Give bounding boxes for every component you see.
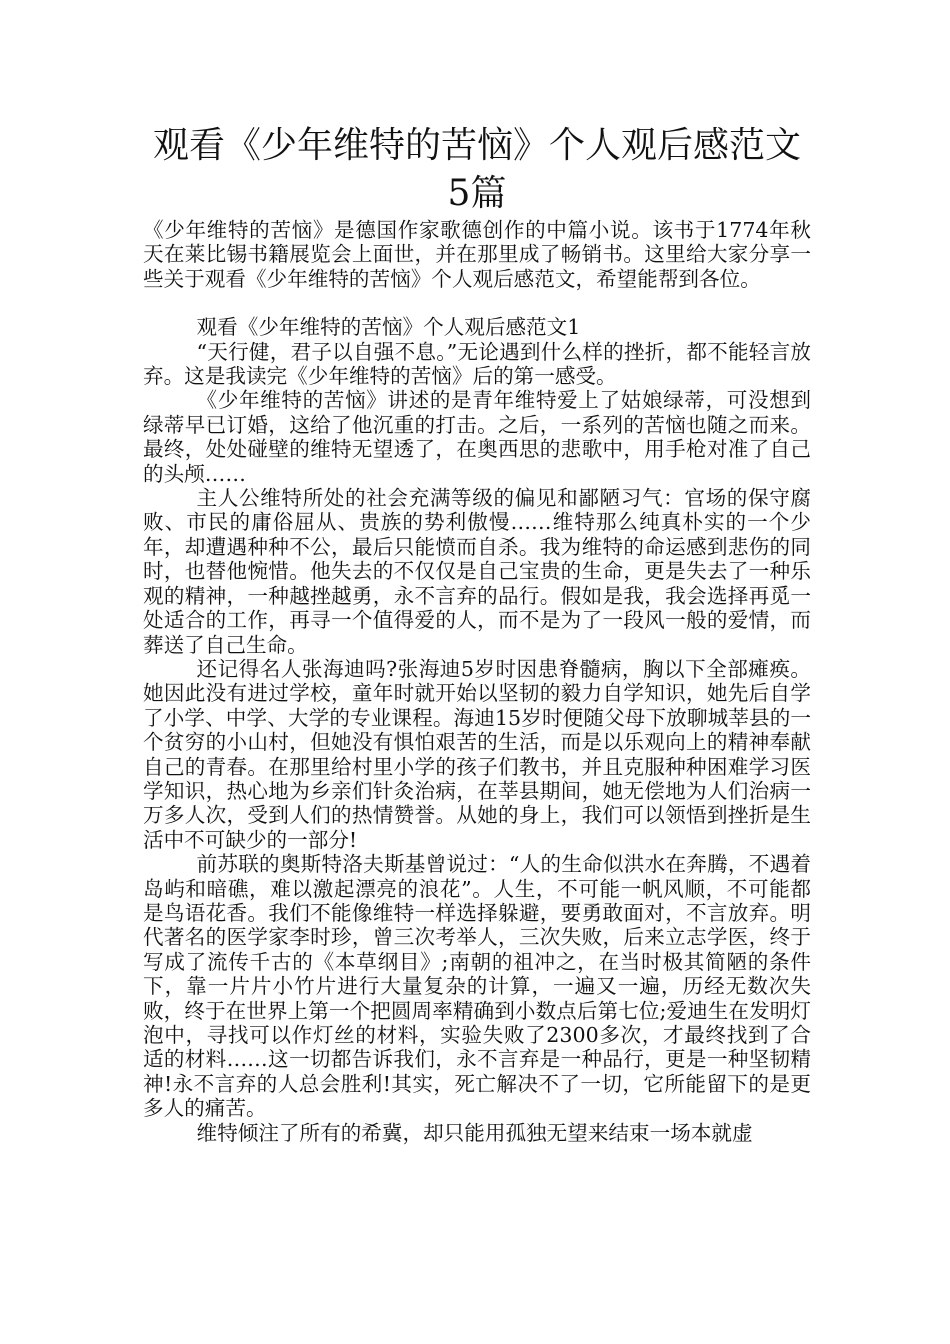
section-heading: 观看《少年维特的苦恼》个人观后感范文1 [196,315,581,340]
intro-paragraph: 《少年维特的苦恼》是德国作家歌德创作的中篇小说。该书于1774年秋天在莱比锡书籍展览会上面世，并在那里成了畅销书。这里给大家分享一些关于观看《少年维特的苦恼》个人观后感范文，希望能帮到各位。 [143,218,811,291]
body-paragraph: 《少年维特的苦恼》讲述的是青年维特爱上了姑娘绿蒂，可没想到绿蒂早已订婚，这给了他沉重的打击。之后，一系列的苦恼也随之而来。最终，处处碰壁的维特无望透了，在奥西思的悲歌中，用手枪对准了自己的头颅…… [143,388,811,486]
body-paragraph: 维特倾注了所有的希冀，却只能用孤独无望来结束一场本就虚 [196,1120,753,1145]
body-paragraph: 还记得名人张海迪吗?张海迪5岁时因患脊髓病，胸以下全部瘫痪。她因此没有进过学校，童年时就开始以坚韧的毅力自学知识，她先后自学了小学、中学、大学的专业课程。海迪15岁时便随父母下放聊城莘县的一个贫穷的小山村，但她没有惧怕艰苦的生活，而是以乐观向上的精神奉献自己的青春。在那里给村里小学的孩子们教书，并且克服种种困难学习医学知识，热心地为乡亲们针灸治病，在莘县期间，她无偿地为人们治病一万多人次，受到人们的热情赞誉。从她的身上，我们可以领悟到挫折是生活中不可缺少的一部分! [143,656,811,852]
body-paragraph: 前苏联的奥斯特洛夫斯基曾说过：“人的生命似洪水在奔腾，不遇着岛屿和暗礁，难以激起漂亮的浪花”。人生，不可能一帆风顺，不可能都是鸟语花香。我们不能像维特一样选择躲避，要勇敢面对，不言放弃。明代著名的医学家李时珍，曾三次考举人，三次失败，后来立志学医，终于写成了流传千古的《本草纲目》;南朝的祖冲之，在当时极其简陋的条件下，靠一片片小竹片进行大量复杂的计算，一遍又一遍，历经无数次失败，终于在世界上第一个把圆周率精确到小数点后第七位;爱迪生在发明灯泡中，寻找可以作灯丝的材料，实验失败了2300多次，才最终找到了合适的材料……这一切都告诉我们，永不言弃是一种品行，更是一种坚韧精神!永不言弃的人总会胜利!其实，死亡解决不了一切，它所能留下的是更多人的痛苦。 [143,852,811,1121]
document-page [143,122,811,1145]
body-paragraph: 主人公维特所处的社会充满等级的偏见和鄙陋习气：官场的保守腐败、市民的庸俗屈从、贵族的势利傲慢……维特那么纯真朴实的一个少年，却遭遇种种不公，最后只能愤而自杀。我为维特的命运感到悲伤的同时，也替他惋惜。他失去的不仅仅是自己宝贵的生命，更是失去了一种乐观的精神，一种越挫越勇，永不言弃的品行。假如是我，我会选择再觅一处适合的工作，再寻一个值得爱的人，而不是为了一段风一般的爱情，而葬送了自己生命。 [143,486,811,657]
document-body [143,218,811,1145]
paragraph-gap [143,291,811,315]
document-title: 观看《少年维特的苦恼》个人观后感范文5篇 [152,125,801,214]
body-paragraph: “天行健，君子以自强不息。”无论遇到什么样的挫折，都不能轻言放弃。这是我读完《少年维特的苦恼》后的第一感受。 [143,339,811,389]
